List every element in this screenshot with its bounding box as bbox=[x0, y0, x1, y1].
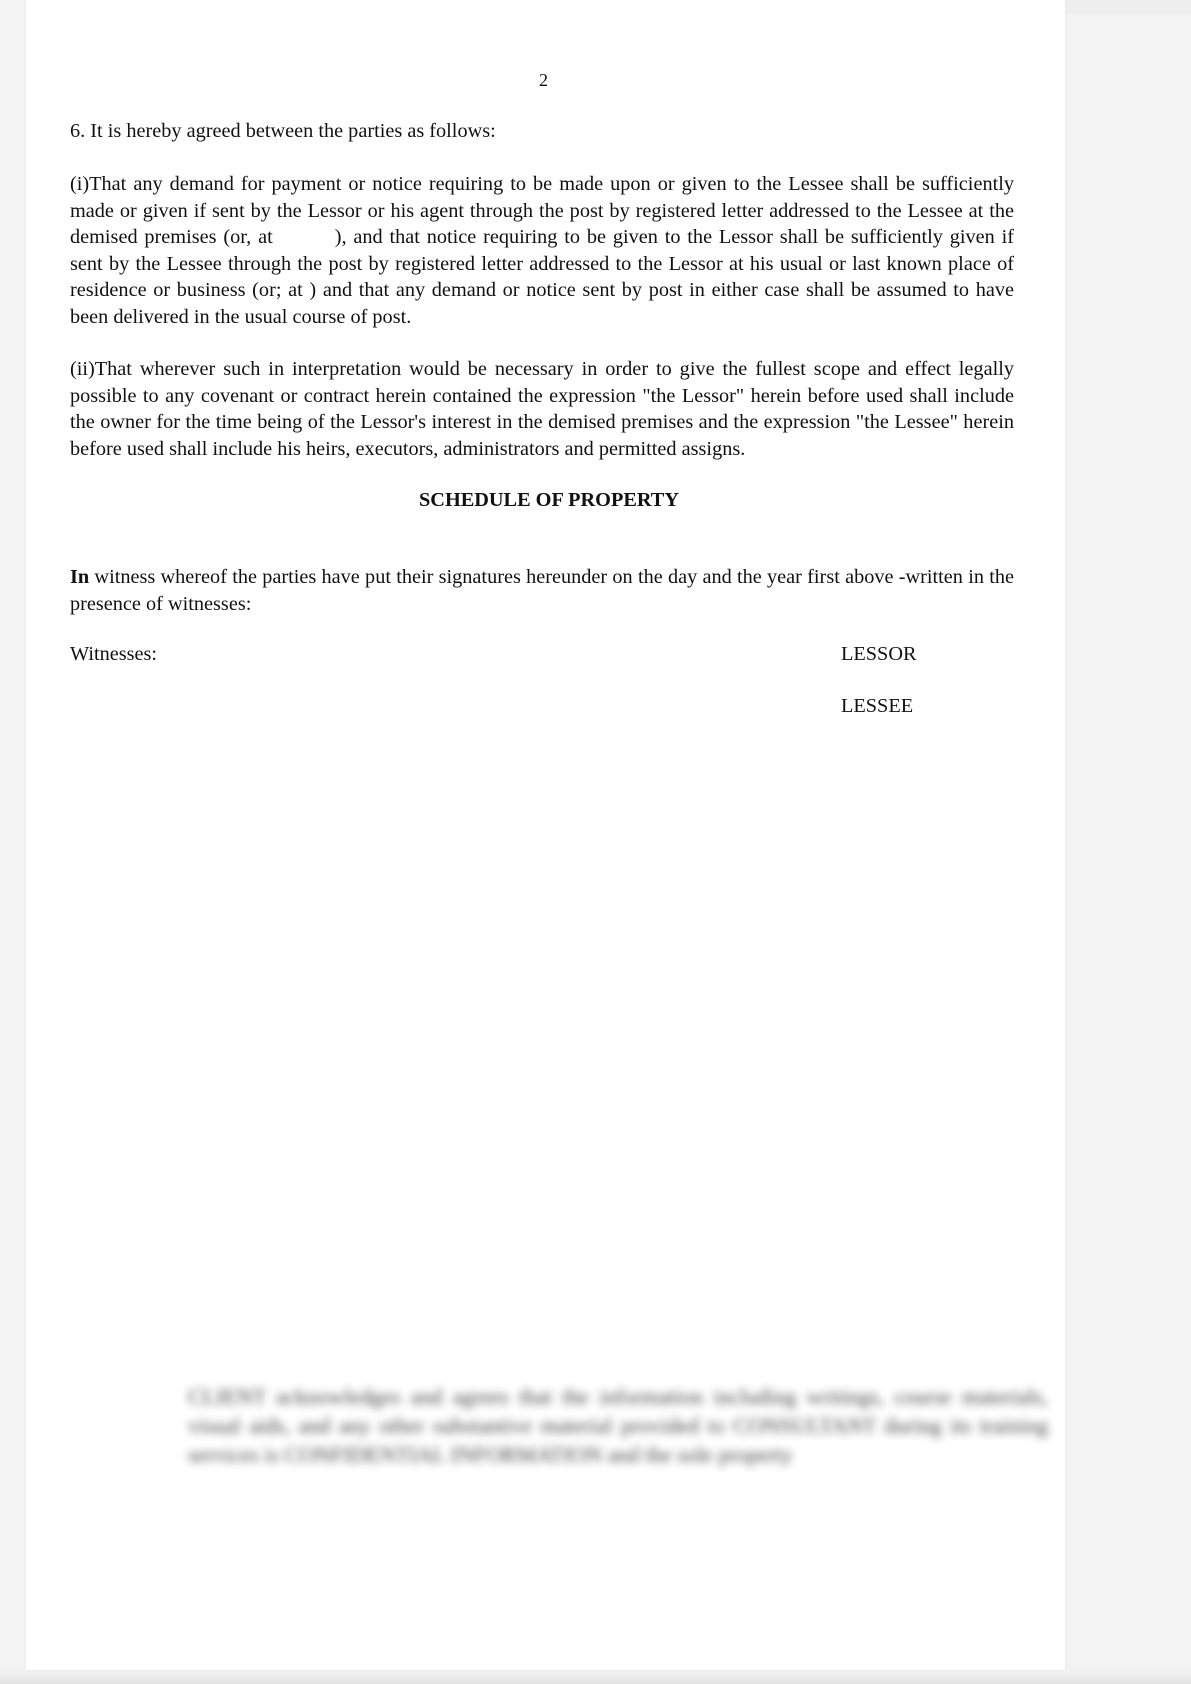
page-number-text: 2 bbox=[539, 70, 548, 90]
viewer-gutter bbox=[1065, 0, 1191, 14]
schedule-heading: SCHEDULE OF PROPERTY bbox=[419, 489, 679, 511]
page-content bbox=[70, 118, 1014, 745]
document-page bbox=[26, 0, 1065, 1670]
clause-i-text-1: (i)That any demand for payment or notice requiring to be made upon or given to the Lessee shall be sufficiently made or given if sent by the Lessor or his agent through the post by registered letter addressed to the Lessee at the demised premises (or, at bbox=[70, 173, 1014, 248]
signature-row-lessee bbox=[70, 693, 1014, 745]
lessor-label: LESSOR bbox=[841, 643, 917, 665]
witness-bold-word: In bbox=[70, 566, 90, 588]
clause-i-text-2: ), and that notice requiring to be given to the Lessor shall be sufficiently given if sent by the Lessee through the post by registered letter addressed to the Lessor at his usual or last known place of residence or business (or; at ) and that any demand or notice sent by post in either case shall be assumed to have been delivered in the usual course of post. bbox=[70, 226, 1014, 328]
clause-intro: 6. It is hereby agreed between the parties as follows: bbox=[70, 120, 496, 142]
witness-text: witness whereof the parties have put their signatures hereunder on the day and the year first above -written in the presence of witnesses: bbox=[70, 566, 1014, 615]
page-number bbox=[26, 70, 1065, 91]
witness-statement bbox=[70, 564, 1014, 617]
signature-row-lessor bbox=[70, 641, 1014, 693]
blurred-confidentiality-text: CLIENT acknowledges and agrees that the information including writings, course materials, visual aids, and any other substantive material provided to CONSULTANT during its training services is CONFIDENTIAL INFORMATION and the sole property bbox=[188, 1384, 1048, 1467]
witnesses-label: Witnesses: bbox=[70, 643, 158, 665]
clause-ii: (ii)That wherever such in interpretation would be necessary in order to give the fullest scope and effect legally possible to any covenant or contract herein contained the expression "the Lessor" herein before used shall include the owner for the time being of the Lessor's interest in the demised premises and the expression "the Lessee" herein before used shall include his heirs, executors, administrators and permitted assigns. bbox=[70, 358, 1014, 460]
lessee-label: LESSEE bbox=[841, 695, 914, 717]
clause-i bbox=[70, 171, 1014, 330]
